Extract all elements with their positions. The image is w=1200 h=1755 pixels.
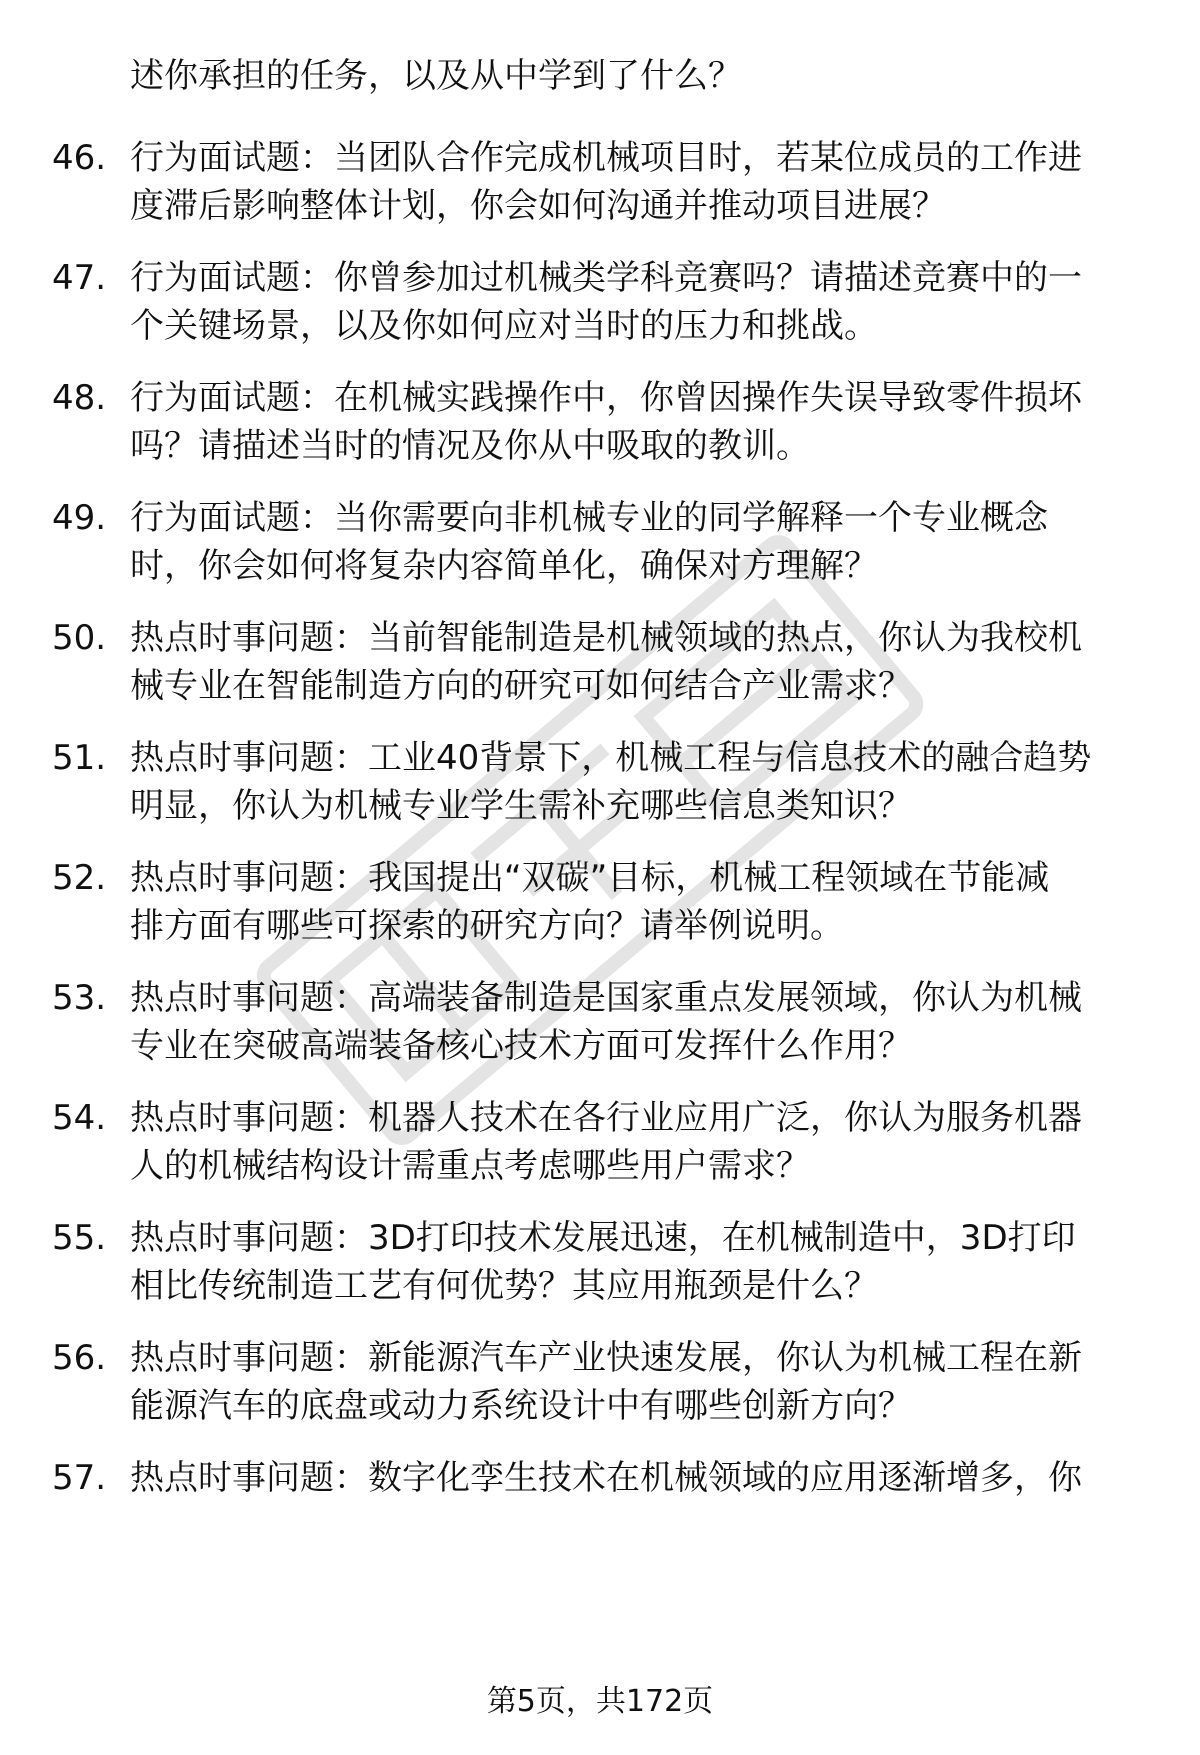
question-line: 热点时事问题：3D打印技术发展迅速，在机械制造中，3D打印	[130, 1218, 1076, 1258]
question-line: 行为面试题：在机械实践操作中，你曾因操作失误导致零件损坏	[130, 378, 1082, 418]
question-line: 行为面试题：你曾参加过机械类学科竞赛吗？请描述竞赛中的一	[130, 258, 1082, 298]
question-line: 热点时事问题：高端装备制造是国家重点发展领域，你认为机械	[130, 978, 1082, 1018]
question-line: 明显，你认为机械专业学生需补充哪些信息类知识？	[130, 786, 912, 826]
question-line: 热点时事问题：工业40背景下，机械工程与信息技术的融合趋势	[130, 738, 1092, 778]
question-number: 56.	[52, 1338, 107, 1378]
question-line: 行为面试题：当团队合作完成机械项目时，若某位成员的工作进	[130, 138, 1082, 178]
question-line: 行为面试题：当你需要向非机械专业的同学解释一个专业概念	[130, 498, 1048, 538]
continuation-text: 述你承担的任务，以及从中学到了什么？	[130, 56, 742, 96]
question-number: 53.	[52, 978, 107, 1018]
question-number: 52.	[52, 858, 107, 898]
question-number: 55.	[52, 1218, 107, 1258]
question-line: 专业在突破高端装备核心技术方面可发挥什么作用？	[130, 1026, 912, 1066]
question-number: 46.	[52, 138, 107, 178]
question-number: 50.	[52, 618, 107, 658]
question-line: 热点时事问题：数字化孪生技术在机械领域的应用逐渐增多，你	[130, 1458, 1082, 1498]
question-line: 能源汽车的底盘或动力系统设计中有哪些创新方向？	[130, 1386, 912, 1426]
question-line: 吗？请描述当时的情况及你从中吸取的教训。	[130, 426, 810, 466]
question-number: 51.	[52, 738, 107, 778]
question-line: 热点时事问题：我国提出“双碳”目标，机械工程领域在节能减	[130, 858, 1050, 898]
question-line: 度滞后影响整体计划，你会如何沟通并推动项目进展？	[130, 186, 946, 226]
question-number: 49.	[52, 498, 107, 538]
question-line: 热点时事问题：机器人技术在各行业应用广泛，你认为服务机器	[130, 1098, 1082, 1138]
question-line: 械专业在智能制造方向的研究可如何结合产业需求？	[130, 666, 912, 706]
question-line: 热点时事问题：当前智能制造是机械领域的热点，你认为我校机	[130, 618, 1082, 658]
question-line: 相比传统制造工艺有何优势？其应用瓶颈是什么？	[130, 1266, 878, 1306]
question-number: 54.	[52, 1098, 107, 1138]
question-line: 人的机械结构设计需重点考虑哪些用户需求？	[130, 1146, 810, 1186]
question-line: 时，你会如何将复杂内容简单化，确保对方理解？	[130, 546, 878, 586]
question-line: 排方面有哪些可探索的研究方向？请举例说明。	[130, 906, 844, 946]
page-footer: 第5页，共172页	[486, 1684, 714, 1719]
question-number: 57.	[52, 1458, 107, 1498]
question-line: 热点时事问题：新能源汽车产业快速发展，你认为机械工程在新	[130, 1338, 1082, 1378]
question-number: 48.	[52, 378, 107, 418]
question-number: 47.	[52, 258, 107, 298]
question-line: 个关键场景，以及你如何应对当时的压力和挑战。	[130, 306, 878, 346]
